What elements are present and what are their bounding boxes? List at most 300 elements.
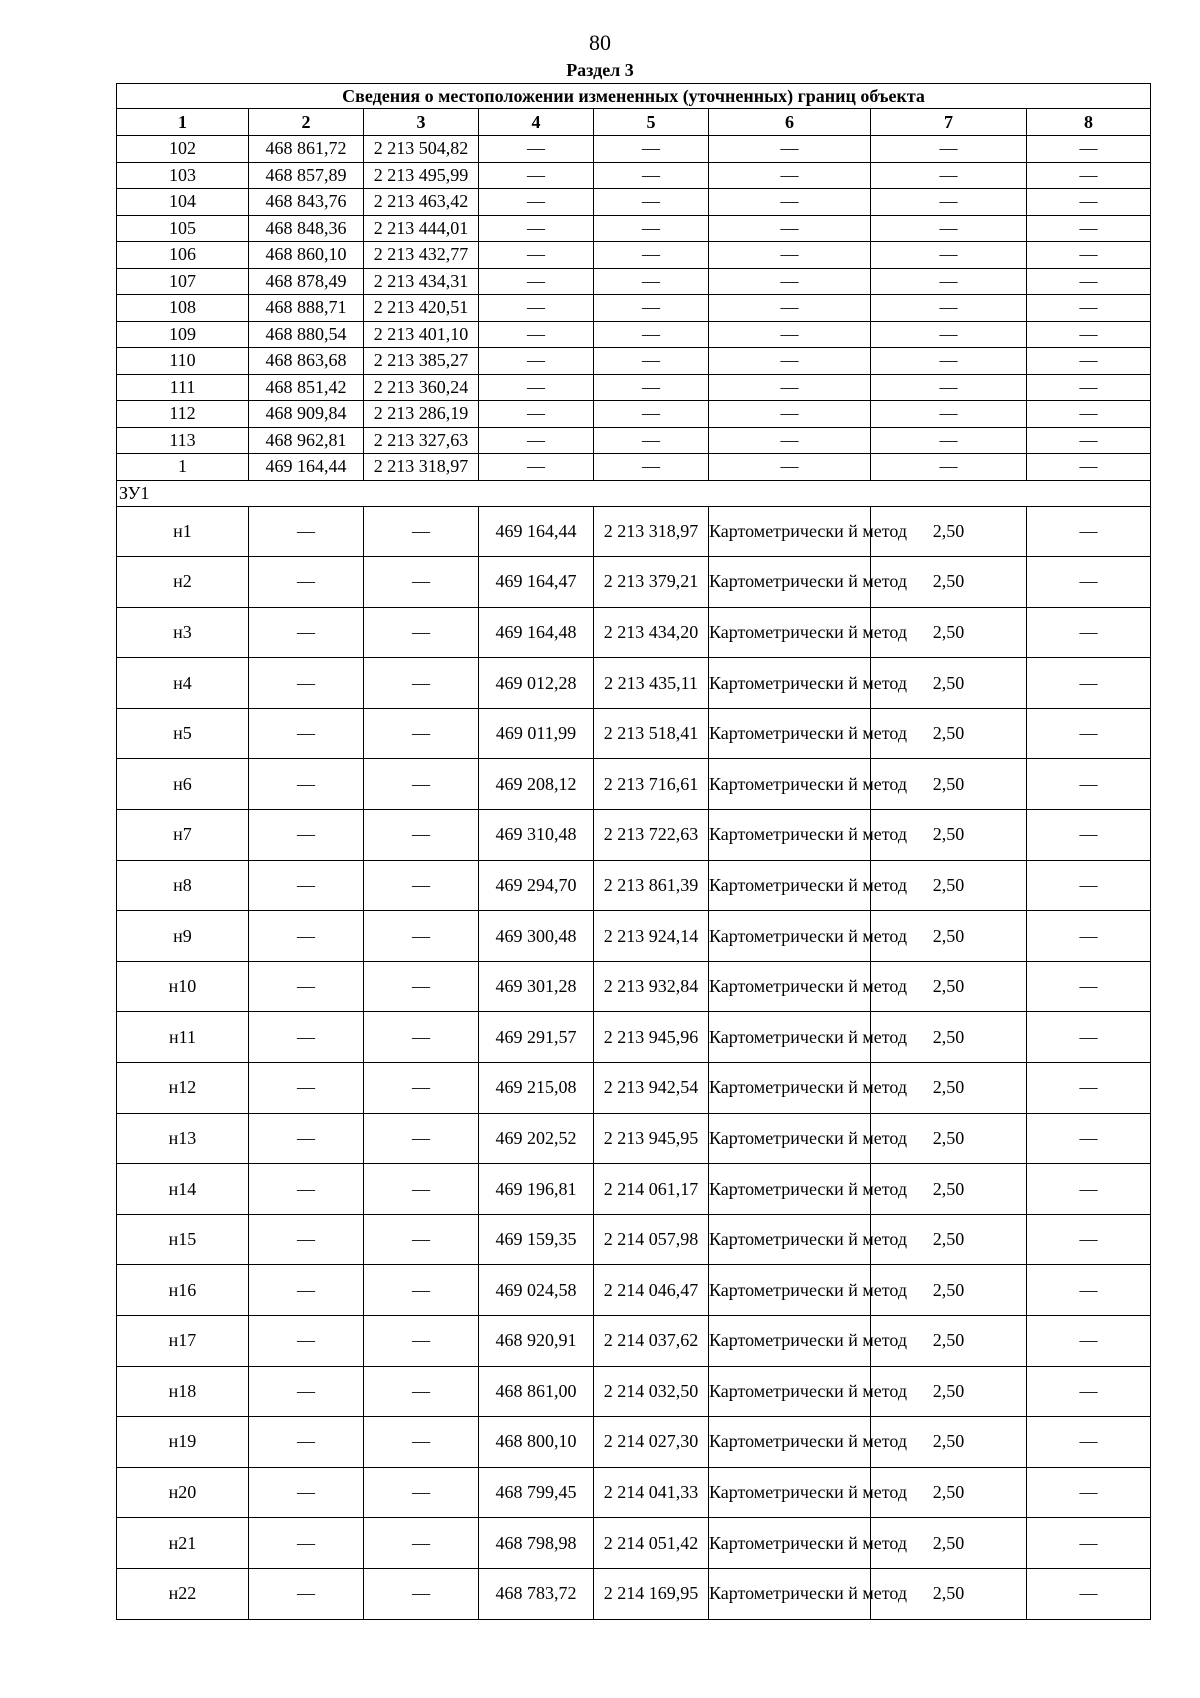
method-cell: Картометрически й метод <box>709 1417 871 1468</box>
empty-cell: — <box>249 1316 364 1367</box>
empty-cell: — <box>479 242 594 269</box>
empty-cell: — <box>249 1417 364 1468</box>
new-y-coordinate-cell: 2 213 318,97 <box>594 506 709 557</box>
empty-cell: — <box>1027 1366 1151 1417</box>
point-name-cell: н7 <box>117 810 249 861</box>
empty-cell: — <box>249 607 364 658</box>
method-cell: Картометрически й метод <box>709 961 871 1012</box>
point-name-cell: 106 <box>117 242 249 269</box>
empty-cell: — <box>364 759 479 810</box>
table-row <box>117 658 1151 709</box>
empty-cell: — <box>1027 708 1151 759</box>
point-name-cell: н11 <box>117 1012 249 1063</box>
empty-cell: — <box>1027 1316 1151 1367</box>
point-name-cell: н13 <box>117 1113 249 1164</box>
empty-cell: — <box>871 401 1027 428</box>
y-coordinate-cell: 2 213 432,77 <box>364 242 479 269</box>
point-name-cell: н6 <box>117 759 249 810</box>
new-x-coordinate-cell: 468 800,10 <box>479 1417 594 1468</box>
empty-cell: — <box>249 1012 364 1063</box>
empty-cell: — <box>364 1316 479 1367</box>
table-row <box>117 136 1151 163</box>
table-row <box>117 321 1151 348</box>
point-name-cell: н10 <box>117 961 249 1012</box>
empty-cell: — <box>249 506 364 557</box>
header-col-5: 5 <box>594 109 709 136</box>
empty-cell: — <box>1027 189 1151 216</box>
empty-cell: — <box>479 215 594 242</box>
empty-cell: — <box>1027 1012 1151 1063</box>
method-cell: Картометрически й метод <box>709 1518 871 1569</box>
method-cell: Картометрически й метод <box>709 1012 871 1063</box>
new-x-coordinate-cell: 469 291,57 <box>479 1012 594 1063</box>
x-coordinate-cell: 468 857,89 <box>249 162 364 189</box>
empty-cell: — <box>594 215 709 242</box>
table-row <box>117 911 1151 962</box>
empty-cell: — <box>1027 454 1151 481</box>
new-x-coordinate-cell: 469 024,58 <box>479 1265 594 1316</box>
empty-cell: — <box>1027 911 1151 962</box>
x-coordinate-cell: 468 962,81 <box>249 427 364 454</box>
empty-cell: — <box>594 189 709 216</box>
group-label: ЗУ1 <box>117 480 1151 506</box>
table-row <box>117 1063 1151 1114</box>
new-y-coordinate-cell: 2 214 169,95 <box>594 1568 709 1619</box>
point-name-cell: 102 <box>117 136 249 163</box>
empty-cell: — <box>479 348 594 375</box>
new-y-coordinate-cell: 2 214 032,50 <box>594 1366 709 1417</box>
new-y-coordinate-cell: 2 214 057,98 <box>594 1214 709 1265</box>
table-row <box>117 427 1151 454</box>
empty-cell: — <box>871 321 1027 348</box>
empty-cell: — <box>1027 810 1151 861</box>
empty-cell: — <box>1027 401 1151 428</box>
header-col-3: 3 <box>364 109 479 136</box>
empty-cell: — <box>709 348 871 375</box>
accuracy-cell: 2,50 <box>871 1316 1027 1367</box>
empty-cell: — <box>364 1063 479 1114</box>
group-row <box>117 480 1151 506</box>
table-row <box>117 759 1151 810</box>
empty-cell: — <box>364 1214 479 1265</box>
empty-cell: — <box>709 321 871 348</box>
accuracy-cell: 2,50 <box>871 1012 1027 1063</box>
table-row <box>117 1113 1151 1164</box>
empty-cell: — <box>249 557 364 608</box>
empty-cell: — <box>709 189 871 216</box>
empty-cell: — <box>364 1113 479 1164</box>
accuracy-cell: 2,50 <box>871 658 1027 709</box>
new-x-coordinate-cell: 469 164,44 <box>479 506 594 557</box>
point-name-cell: н9 <box>117 911 249 962</box>
table-header-row <box>117 109 1151 136</box>
x-coordinate-cell: 469 164,44 <box>249 454 364 481</box>
point-name-cell: 110 <box>117 348 249 375</box>
accuracy-cell: 2,50 <box>871 1467 1027 1518</box>
new-y-coordinate-cell: 2 214 037,62 <box>594 1316 709 1367</box>
empty-cell: — <box>364 1265 479 1316</box>
empty-cell: — <box>1027 860 1151 911</box>
method-cell: Картометрически й метод <box>709 506 871 557</box>
accuracy-cell: 2,50 <box>871 506 1027 557</box>
header-col-8: 8 <box>1027 109 1151 136</box>
accuracy-cell: 2,50 <box>871 708 1027 759</box>
point-name-cell: 111 <box>117 374 249 401</box>
empty-cell: — <box>1027 961 1151 1012</box>
empty-cell: — <box>1027 374 1151 401</box>
empty-cell: — <box>1027 268 1151 295</box>
empty-cell: — <box>249 1265 364 1316</box>
new-x-coordinate-cell: 469 164,47 <box>479 557 594 608</box>
empty-cell: — <box>364 810 479 861</box>
empty-cell: — <box>871 427 1027 454</box>
x-coordinate-cell: 468 851,42 <box>249 374 364 401</box>
header-col-4: 4 <box>479 109 594 136</box>
table-row <box>117 708 1151 759</box>
method-cell: Картометрически й метод <box>709 1113 871 1164</box>
y-coordinate-cell: 2 213 360,24 <box>364 374 479 401</box>
empty-cell: — <box>249 810 364 861</box>
new-x-coordinate-cell: 468 783,72 <box>479 1568 594 1619</box>
empty-cell: — <box>1027 1568 1151 1619</box>
point-name-cell: н20 <box>117 1467 249 1518</box>
new-x-coordinate-cell: 469 208,12 <box>479 759 594 810</box>
accuracy-cell: 2,50 <box>871 1164 1027 1215</box>
accuracy-cell: 2,50 <box>871 1265 1027 1316</box>
empty-cell: — <box>1027 427 1151 454</box>
y-coordinate-cell: 2 213 495,99 <box>364 162 479 189</box>
method-cell: Картометрически й метод <box>709 1568 871 1619</box>
empty-cell: — <box>1027 1214 1151 1265</box>
empty-cell: — <box>594 348 709 375</box>
empty-cell: — <box>594 242 709 269</box>
empty-cell: — <box>709 215 871 242</box>
table-row <box>117 215 1151 242</box>
page-number: 80 <box>589 30 611 55</box>
new-y-coordinate-cell: 2 213 434,20 <box>594 607 709 658</box>
table-row <box>117 961 1151 1012</box>
x-coordinate-cell: 468 848,36 <box>249 215 364 242</box>
table-title-row <box>117 84 1151 109</box>
method-cell: Картометрически й метод <box>709 1467 871 1518</box>
y-coordinate-cell: 2 213 401,10 <box>364 321 479 348</box>
table-row <box>117 1568 1151 1619</box>
accuracy-cell: 2,50 <box>871 1214 1027 1265</box>
header-col-7: 7 <box>871 109 1027 136</box>
accuracy-cell: 2,50 <box>871 1417 1027 1468</box>
table-title: Сведения о местоположении измененных (уточненных) границ объекта <box>117 84 1151 109</box>
point-name-cell: н22 <box>117 1568 249 1619</box>
table-row <box>117 1164 1151 1215</box>
method-cell: Картометрически й метод <box>709 1316 871 1367</box>
empty-cell: — <box>871 162 1027 189</box>
empty-cell: — <box>249 1164 364 1215</box>
method-cell: Картометрически й метод <box>709 1366 871 1417</box>
empty-cell: — <box>249 1568 364 1619</box>
header-col-1: 1 <box>117 109 249 136</box>
empty-cell: — <box>479 136 594 163</box>
empty-cell: — <box>1027 506 1151 557</box>
empty-cell: — <box>709 295 871 322</box>
new-y-coordinate-cell: 2 213 518,41 <box>594 708 709 759</box>
accuracy-cell: 2,50 <box>871 1366 1027 1417</box>
empty-cell: — <box>249 911 364 962</box>
method-cell: Картометрически й метод <box>709 708 871 759</box>
empty-cell: — <box>364 1568 479 1619</box>
table-row <box>117 1467 1151 1518</box>
empty-cell: — <box>1027 1063 1151 1114</box>
empty-cell: — <box>249 1467 364 1518</box>
table-row <box>117 268 1151 295</box>
point-name-cell: н17 <box>117 1316 249 1367</box>
empty-cell: — <box>709 268 871 295</box>
new-x-coordinate-cell: 469 164,48 <box>479 607 594 658</box>
empty-cell: — <box>594 401 709 428</box>
new-y-coordinate-cell: 2 214 041,33 <box>594 1467 709 1518</box>
point-name-cell: н3 <box>117 607 249 658</box>
empty-cell: — <box>1027 295 1151 322</box>
accuracy-cell: 2,50 <box>871 1518 1027 1569</box>
empty-cell: — <box>709 401 871 428</box>
accuracy-cell: 2,50 <box>871 810 1027 861</box>
empty-cell: — <box>479 268 594 295</box>
empty-cell: — <box>1027 348 1151 375</box>
new-x-coordinate-cell: 469 196,81 <box>479 1164 594 1215</box>
new-y-coordinate-cell: 2 213 932,84 <box>594 961 709 1012</box>
new-x-coordinate-cell: 469 159,35 <box>479 1214 594 1265</box>
point-name-cell: н1 <box>117 506 249 557</box>
empty-cell: — <box>364 658 479 709</box>
new-y-coordinate-cell: 2 213 924,14 <box>594 911 709 962</box>
section-title: Раздел 3 <box>566 60 634 80</box>
empty-cell: — <box>479 401 594 428</box>
empty-cell: — <box>364 961 479 1012</box>
point-name-cell: н16 <box>117 1265 249 1316</box>
empty-cell: — <box>479 321 594 348</box>
y-coordinate-cell: 2 213 434,31 <box>364 268 479 295</box>
point-name-cell: н19 <box>117 1417 249 1468</box>
method-cell: Картометрически й метод <box>709 1164 871 1215</box>
empty-cell: — <box>1027 242 1151 269</box>
new-y-coordinate-cell: 2 214 046,47 <box>594 1265 709 1316</box>
table-row <box>117 1518 1151 1569</box>
point-name-cell: 109 <box>117 321 249 348</box>
boundary-table <box>116 83 1151 1620</box>
empty-cell: — <box>594 427 709 454</box>
table-row <box>117 295 1151 322</box>
empty-cell: — <box>1027 1518 1151 1569</box>
accuracy-cell: 2,50 <box>871 607 1027 658</box>
method-cell: Картометрически й метод <box>709 557 871 608</box>
new-x-coordinate-cell: 468 861,00 <box>479 1366 594 1417</box>
empty-cell: — <box>1027 1113 1151 1164</box>
new-x-coordinate-cell: 468 920,91 <box>479 1316 594 1367</box>
empty-cell: — <box>871 268 1027 295</box>
empty-cell: — <box>479 374 594 401</box>
point-name-cell: н8 <box>117 860 249 911</box>
y-coordinate-cell: 2 213 385,27 <box>364 348 479 375</box>
empty-cell: — <box>249 759 364 810</box>
table-row <box>117 1012 1151 1063</box>
accuracy-cell: 2,50 <box>871 1568 1027 1619</box>
accuracy-cell: 2,50 <box>871 860 1027 911</box>
empty-cell: — <box>364 1518 479 1569</box>
x-coordinate-cell: 468 878,49 <box>249 268 364 295</box>
point-name-cell: 112 <box>117 401 249 428</box>
point-name-cell: н18 <box>117 1366 249 1417</box>
empty-cell: — <box>1027 557 1151 608</box>
y-coordinate-cell: 2 213 463,42 <box>364 189 479 216</box>
table-row <box>117 810 1151 861</box>
method-cell: Картометрически й метод <box>709 810 871 861</box>
point-name-cell: н2 <box>117 557 249 608</box>
new-x-coordinate-cell: 469 011,99 <box>479 708 594 759</box>
new-x-coordinate-cell: 469 294,70 <box>479 860 594 911</box>
x-coordinate-cell: 468 843,76 <box>249 189 364 216</box>
y-coordinate-cell: 2 213 327,63 <box>364 427 479 454</box>
empty-cell: — <box>249 658 364 709</box>
accuracy-cell: 2,50 <box>871 1063 1027 1114</box>
empty-cell: — <box>1027 1265 1151 1316</box>
method-cell: Картометрически й метод <box>709 759 871 810</box>
empty-cell: — <box>364 911 479 962</box>
new-y-coordinate-cell: 2 213 945,96 <box>594 1012 709 1063</box>
table-row <box>117 557 1151 608</box>
point-name-cell: 108 <box>117 295 249 322</box>
point-name-cell: н4 <box>117 658 249 709</box>
empty-cell: — <box>249 1113 364 1164</box>
empty-cell: — <box>249 1063 364 1114</box>
empty-cell: — <box>1027 162 1151 189</box>
empty-cell: — <box>364 1012 479 1063</box>
table-row <box>117 1316 1151 1367</box>
point-name-cell: н21 <box>117 1518 249 1569</box>
accuracy-cell: 2,50 <box>871 961 1027 1012</box>
accuracy-cell: 2,50 <box>871 1113 1027 1164</box>
empty-cell: — <box>709 374 871 401</box>
point-name-cell: н5 <box>117 708 249 759</box>
point-name-cell: 107 <box>117 268 249 295</box>
empty-cell: — <box>479 189 594 216</box>
method-cell: Картометрически й метод <box>709 1063 871 1114</box>
point-name-cell: 1 <box>117 454 249 481</box>
new-y-coordinate-cell: 2 213 722,63 <box>594 810 709 861</box>
empty-cell: — <box>1027 321 1151 348</box>
empty-cell: — <box>249 860 364 911</box>
empty-cell: — <box>364 607 479 658</box>
point-name-cell: н15 <box>117 1214 249 1265</box>
table-row <box>117 242 1151 269</box>
empty-cell: — <box>479 427 594 454</box>
x-coordinate-cell: 468 909,84 <box>249 401 364 428</box>
x-coordinate-cell: 468 880,54 <box>249 321 364 348</box>
empty-cell: — <box>871 454 1027 481</box>
x-coordinate-cell: 468 888,71 <box>249 295 364 322</box>
empty-cell: — <box>594 268 709 295</box>
table-row <box>117 506 1151 557</box>
point-name-cell: 103 <box>117 162 249 189</box>
table-row <box>117 1417 1151 1468</box>
empty-cell: — <box>249 1518 364 1569</box>
x-coordinate-cell: 468 863,68 <box>249 348 364 375</box>
empty-cell: — <box>871 374 1027 401</box>
empty-cell: — <box>594 321 709 348</box>
y-coordinate-cell: 2 213 444,01 <box>364 215 479 242</box>
point-name-cell: 113 <box>117 427 249 454</box>
new-x-coordinate-cell: 469 310,48 <box>479 810 594 861</box>
new-x-coordinate-cell: 469 300,48 <box>479 911 594 962</box>
empty-cell: — <box>364 708 479 759</box>
table-row <box>117 162 1151 189</box>
new-y-coordinate-cell: 2 213 435,11 <box>594 658 709 709</box>
new-y-coordinate-cell: 2 213 379,21 <box>594 557 709 608</box>
point-name-cell: н12 <box>117 1063 249 1114</box>
point-name-cell: 105 <box>117 215 249 242</box>
method-cell: Картометрически й метод <box>709 860 871 911</box>
empty-cell: — <box>479 295 594 322</box>
empty-cell: — <box>364 1467 479 1518</box>
table-row <box>117 348 1151 375</box>
new-y-coordinate-cell: 2 213 716,61 <box>594 759 709 810</box>
empty-cell: — <box>871 189 1027 216</box>
empty-cell: — <box>1027 1467 1151 1518</box>
accuracy-cell: 2,50 <box>871 759 1027 810</box>
empty-cell: — <box>594 136 709 163</box>
empty-cell: — <box>871 136 1027 163</box>
empty-cell: — <box>364 860 479 911</box>
accuracy-cell: 2,50 <box>871 557 1027 608</box>
method-cell: Картометрически й метод <box>709 1214 871 1265</box>
table-row <box>117 1214 1151 1265</box>
new-x-coordinate-cell: 468 798,98 <box>479 1518 594 1569</box>
accuracy-cell: 2,50 <box>871 911 1027 962</box>
y-coordinate-cell: 2 213 286,19 <box>364 401 479 428</box>
empty-cell: — <box>249 1214 364 1265</box>
new-y-coordinate-cell: 2 214 027,30 <box>594 1417 709 1468</box>
method-cell: Картометрически й метод <box>709 911 871 962</box>
empty-cell: — <box>709 454 871 481</box>
empty-cell: — <box>249 708 364 759</box>
table-row <box>117 401 1151 428</box>
empty-cell: — <box>249 1366 364 1417</box>
empty-cell: — <box>871 242 1027 269</box>
empty-cell: — <box>709 427 871 454</box>
y-coordinate-cell: 2 213 318,97 <box>364 454 479 481</box>
table-row <box>117 607 1151 658</box>
x-coordinate-cell: 468 860,10 <box>249 242 364 269</box>
empty-cell: — <box>364 1366 479 1417</box>
empty-cell: — <box>594 374 709 401</box>
empty-cell: — <box>1027 759 1151 810</box>
new-y-coordinate-cell: 2 214 061,17 <box>594 1164 709 1215</box>
empty-cell: — <box>479 454 594 481</box>
empty-cell: — <box>479 162 594 189</box>
empty-cell: — <box>1027 607 1151 658</box>
table-row <box>117 1366 1151 1417</box>
empty-cell: — <box>871 348 1027 375</box>
new-y-coordinate-cell: 2 213 861,39 <box>594 860 709 911</box>
new-x-coordinate-cell: 469 012,28 <box>479 658 594 709</box>
empty-cell: — <box>1027 215 1151 242</box>
new-y-coordinate-cell: 2 213 942,54 <box>594 1063 709 1114</box>
point-name-cell: 104 <box>117 189 249 216</box>
y-coordinate-cell: 2 213 420,51 <box>364 295 479 322</box>
empty-cell: — <box>709 136 871 163</box>
x-coordinate-cell: 468 861,72 <box>249 136 364 163</box>
empty-cell: — <box>1027 136 1151 163</box>
empty-cell: — <box>364 557 479 608</box>
table-row <box>117 374 1151 401</box>
